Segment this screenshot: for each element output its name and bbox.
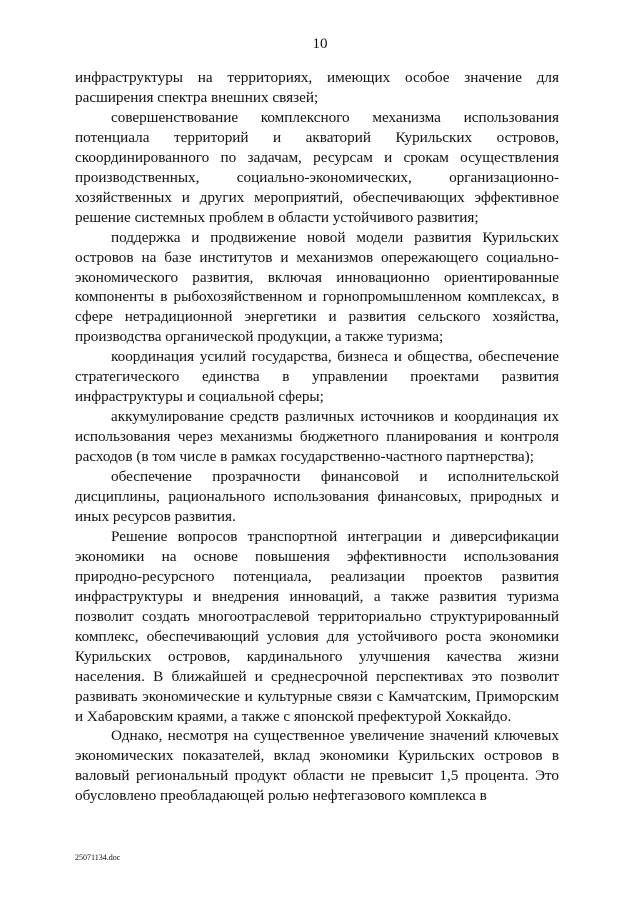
page-number: 10 [312, 36, 328, 52]
footer-filename: 25071134.doc [75, 853, 121, 862]
list-item-transparency: обеспечение прозрачности финансовой и исполнительской дисциплины, рационального использования финансовых, природных и иных ресурсов развития. [75, 468, 559, 525]
document-body [75, 68, 559, 806]
list-item-funding: аккумулирование средств различных источников и координация их использования через механизмы бюджетного планирования и контроля расходов (в том числе в рамках государственно-частного партнерства); [75, 408, 559, 466]
list-item-coordination: координация усилий государства, бизнеса и общества, обеспечение стратегического единства в управлении проектами развития инфраструктуры и социальной сферы; [75, 348, 559, 406]
list-item-mechanism: совершенствование комплексного механизма использования потенциала территорий и акваторий Курильских островов, скоординированного по задачам, ресурсам и срокам осуществления производственных, социально-экономических, организационно-хозяйственных и других мероприятий, обеспечивающих эффективное решение системных проблем в области устойчивого развития; [75, 108, 559, 226]
paragraph-economic-indicators: Однако, несмотря на существенное увеличение значений ключевых экономических показателей, вклад экономики Курильских островов в валовый региональный продукт области не превысит 1,5 процента. Это обусловлено преобладающей ролью нефтегазового комплекса в [75, 727, 559, 805]
paragraph-transport-integration: Решение вопросов транспортной интеграции и диверсификации экономики на основе повышения эффективности использования природно-ресурсного потенциала, реализации проектов развития инфраструктуры и внедрения инноваций, а также развития туризма позволит создать многоотраслевой территориально структурированный комплекс, обеспечивающий условия для устойчивого роста экономики Курильских островов, кардинального улучшения качества жизни населения. В ближайшей и среднесрочной перспективах это позволит развивать экономические и культурные связи с Камчатским, Приморским и Хабаровским краями, а также с японской префектурой Хоккайдо. [75, 527, 559, 725]
paragraph-continuation: инфраструктуры на территориях, имеющих особое значение для расширения спектра внешних связей; [75, 69, 559, 106]
list-item-new-model: поддержка и продвижение новой модели развития Курильских островов на базе институтов и механизмов опережающего социально-экономического развития, включая инновационно ориентированные компоненты в рыбохозяйственном и горнопромышленном комплексах, в сфере нетрадиционной энергетики и развития сельского хозяйства, производства органической продукции, а также туризма; [75, 228, 559, 346]
